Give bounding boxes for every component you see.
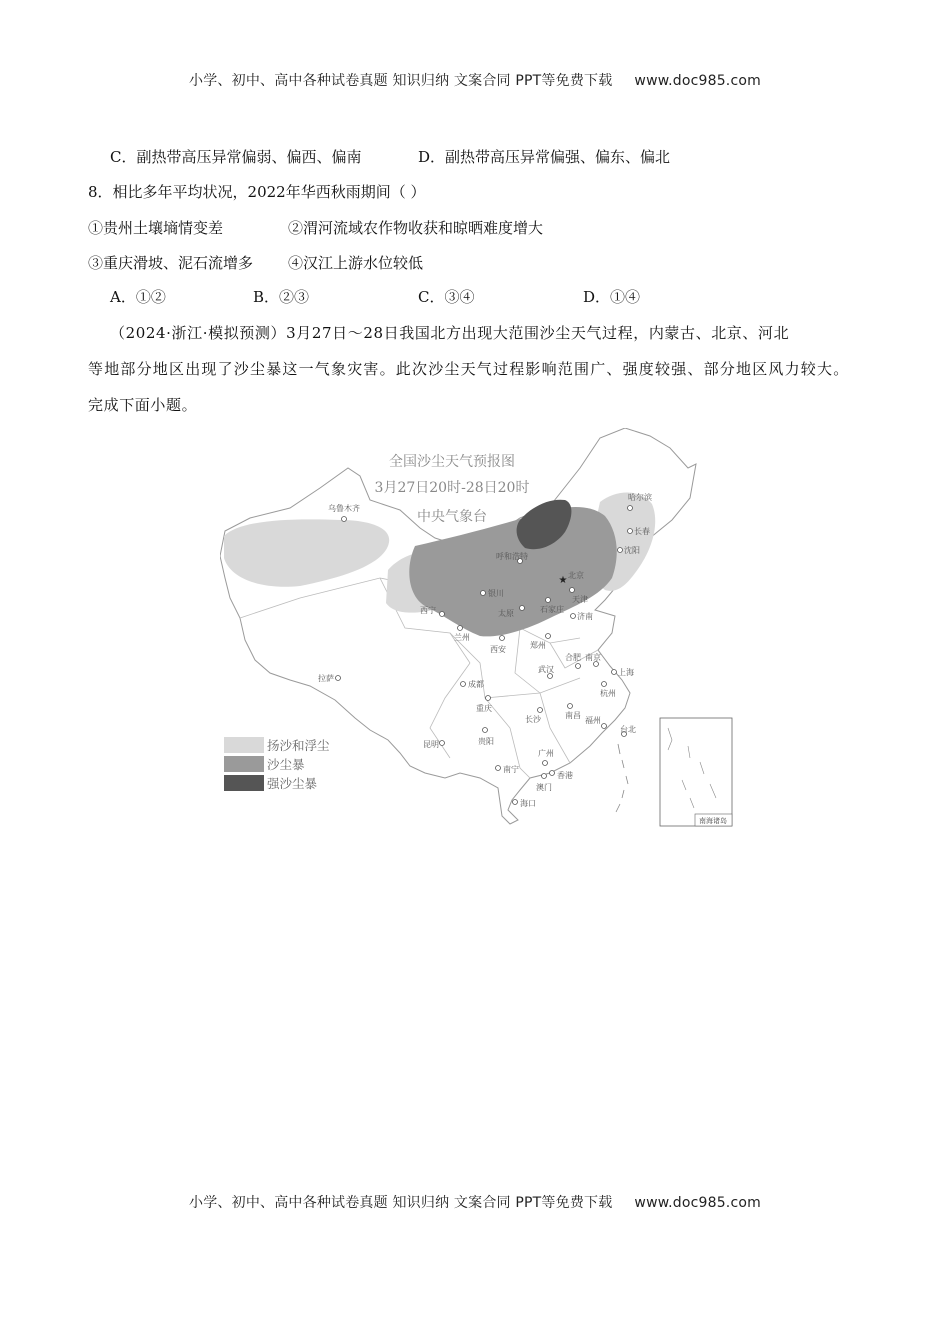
city-dot <box>550 771 555 776</box>
city-dot <box>570 588 575 593</box>
city-lanzhou: 兰州 <box>454 633 470 642</box>
city-dot <box>481 591 486 596</box>
city-dot <box>612 670 617 675</box>
inset-label: 南海诸岛 <box>699 817 727 825</box>
q8-option-a: A．①② <box>110 288 166 306</box>
legend-swatch-light <box>224 737 264 753</box>
legend-label-dark: 强沙尘暴 <box>267 776 318 791</box>
city-haikou: 海口 <box>520 799 536 808</box>
q7-option-c: C．副热带高压异常偏弱、偏西、偏南 <box>110 148 362 166</box>
city-dot <box>483 728 488 733</box>
city-harbin: 哈尔滨 <box>628 493 652 502</box>
city-dot <box>500 636 505 641</box>
city-dot <box>576 664 581 669</box>
city-guangzhou: 广州 <box>538 749 554 758</box>
footer-site: www.doc985.com <box>634 1195 761 1211</box>
city-kunming: 昆明 <box>423 740 439 749</box>
city-tianjin: 天津 <box>572 595 588 604</box>
q8-stem: 8．相比多年平均状况，2022年华西秋雨期间（ ） <box>88 183 426 201</box>
south-china-sea-inset <box>660 718 732 826</box>
dust-weather-map <box>220 428 740 830</box>
city-xian: 西安 <box>490 645 506 654</box>
beijing-star-icon: ★ <box>558 575 568 586</box>
map-agency: 中央气象台 <box>417 509 487 525</box>
city-dot <box>458 626 463 631</box>
city-fuzhou: 福州 <box>585 716 601 725</box>
city-dot <box>628 506 633 511</box>
q8-option-c: C．③④ <box>418 288 475 306</box>
header-site: www.doc985.com <box>634 73 761 89</box>
city-dot <box>520 606 525 611</box>
city-dot <box>543 761 548 766</box>
city-dot <box>440 741 445 746</box>
city-dot <box>548 674 553 679</box>
city-dot <box>628 529 633 534</box>
q8-option-b: B．②③ <box>253 288 310 306</box>
city-shenyang: 沈阳 <box>624 546 640 555</box>
map-title: 全国沙尘天气预报图 <box>389 454 515 470</box>
legend-label-medium: 沙尘暴 <box>267 757 305 772</box>
city-dot <box>336 676 341 681</box>
city-dot <box>568 704 573 709</box>
header-text: 小学、初中、高中各种试卷真题 知识归纳 文案合同 PPT等免费下载 <box>189 73 613 89</box>
city-xining: 西宁 <box>420 606 436 615</box>
q8-item-3: ③重庆滑坡、泥石流增多 <box>88 254 254 272</box>
city-yinchuan: 银川 <box>488 589 504 598</box>
city-chongqing: 重庆 <box>476 704 492 713</box>
city-jinan: 济南 <box>577 612 593 621</box>
city-hefei: 合肥 <box>565 653 581 662</box>
passage-line-1: （2024·浙江·模拟预测）3月27日～28日我国北方出现大范围沙尘天气过程，内蒙古、北京、河北 <box>110 324 790 342</box>
q8-item-4: ④汉江上游水位较低 <box>288 254 424 272</box>
city-taiyuan: 太原 <box>498 609 514 618</box>
legend-label-light: 扬沙和浮尘 <box>267 738 330 753</box>
footer-text: 小学、初中、高中各种试卷真题 知识归纳 文案合同 PPT等免费下载 <box>189 1195 613 1211</box>
city-dot <box>538 708 543 713</box>
city-dot <box>496 766 501 771</box>
q8-option-d: D．①④ <box>583 288 641 306</box>
q8-item-1: ①贵州土壤墒情变差 <box>88 219 224 237</box>
city-dot <box>440 612 445 617</box>
city-guiyang: 贵阳 <box>478 737 494 746</box>
city-dot <box>602 682 607 687</box>
map-subtitle: 3月27日20时-28日20时 <box>374 480 530 496</box>
city-nanning: 南宁 <box>503 765 519 774</box>
city-dot <box>618 548 623 553</box>
city-dot <box>594 662 599 667</box>
page-footer <box>0 1192 950 1212</box>
city-wuhan: 武汉 <box>538 665 554 674</box>
city-dot <box>546 634 551 639</box>
city-urumqi: 乌鲁木齐 <box>328 504 360 513</box>
city-nanjing: 南京 <box>585 653 601 662</box>
legend-swatch-medium <box>224 756 264 772</box>
city-dot <box>546 598 551 603</box>
city-hongkong: 香港 <box>557 771 573 780</box>
legend-swatch-dark <box>224 775 264 791</box>
city-taipei: 台北 <box>620 725 636 734</box>
passage-line-3: 完成下面小题。 <box>88 396 198 414</box>
city-chengdu: 成都 <box>468 680 484 689</box>
city-dot <box>602 724 607 729</box>
city-changsha: 长沙 <box>525 715 541 724</box>
city-changchun: 长春 <box>634 527 650 536</box>
sea-boundary-dashes <box>616 744 628 812</box>
city-nanchang: 南昌 <box>565 711 581 720</box>
city-dot <box>542 774 547 779</box>
passage-line-2: 等地部分地区出现了沙尘暴这一气象灾害。此次沙尘天气过程影响范围广、强度较强、部分地区风力较大。 <box>88 360 850 378</box>
city-shijiazhuang: 石家庄 <box>540 605 564 614</box>
q8-item-2: ②渭河流域农作物收获和晾晒难度增大 <box>288 219 544 237</box>
city-hangzhou: 杭州 <box>600 689 616 698</box>
city-lhasa: 拉萨 <box>318 674 334 683</box>
city-shanghai: 上海 <box>618 668 634 677</box>
city-hohhot: 呼和浩特 <box>496 552 528 561</box>
q7-option-d: D．副热带高压异常偏强、偏东、偏北 <box>418 148 671 166</box>
city-beijing: 北京 <box>568 571 584 580</box>
city-dot <box>486 696 491 701</box>
city-dot <box>571 614 576 619</box>
city-dot <box>513 800 518 805</box>
page-header <box>0 70 950 90</box>
city-dot <box>342 517 347 522</box>
city-macau: 澳门 <box>536 783 552 792</box>
city-dot <box>461 682 466 687</box>
city-zhengzhou: 郑州 <box>530 641 546 650</box>
